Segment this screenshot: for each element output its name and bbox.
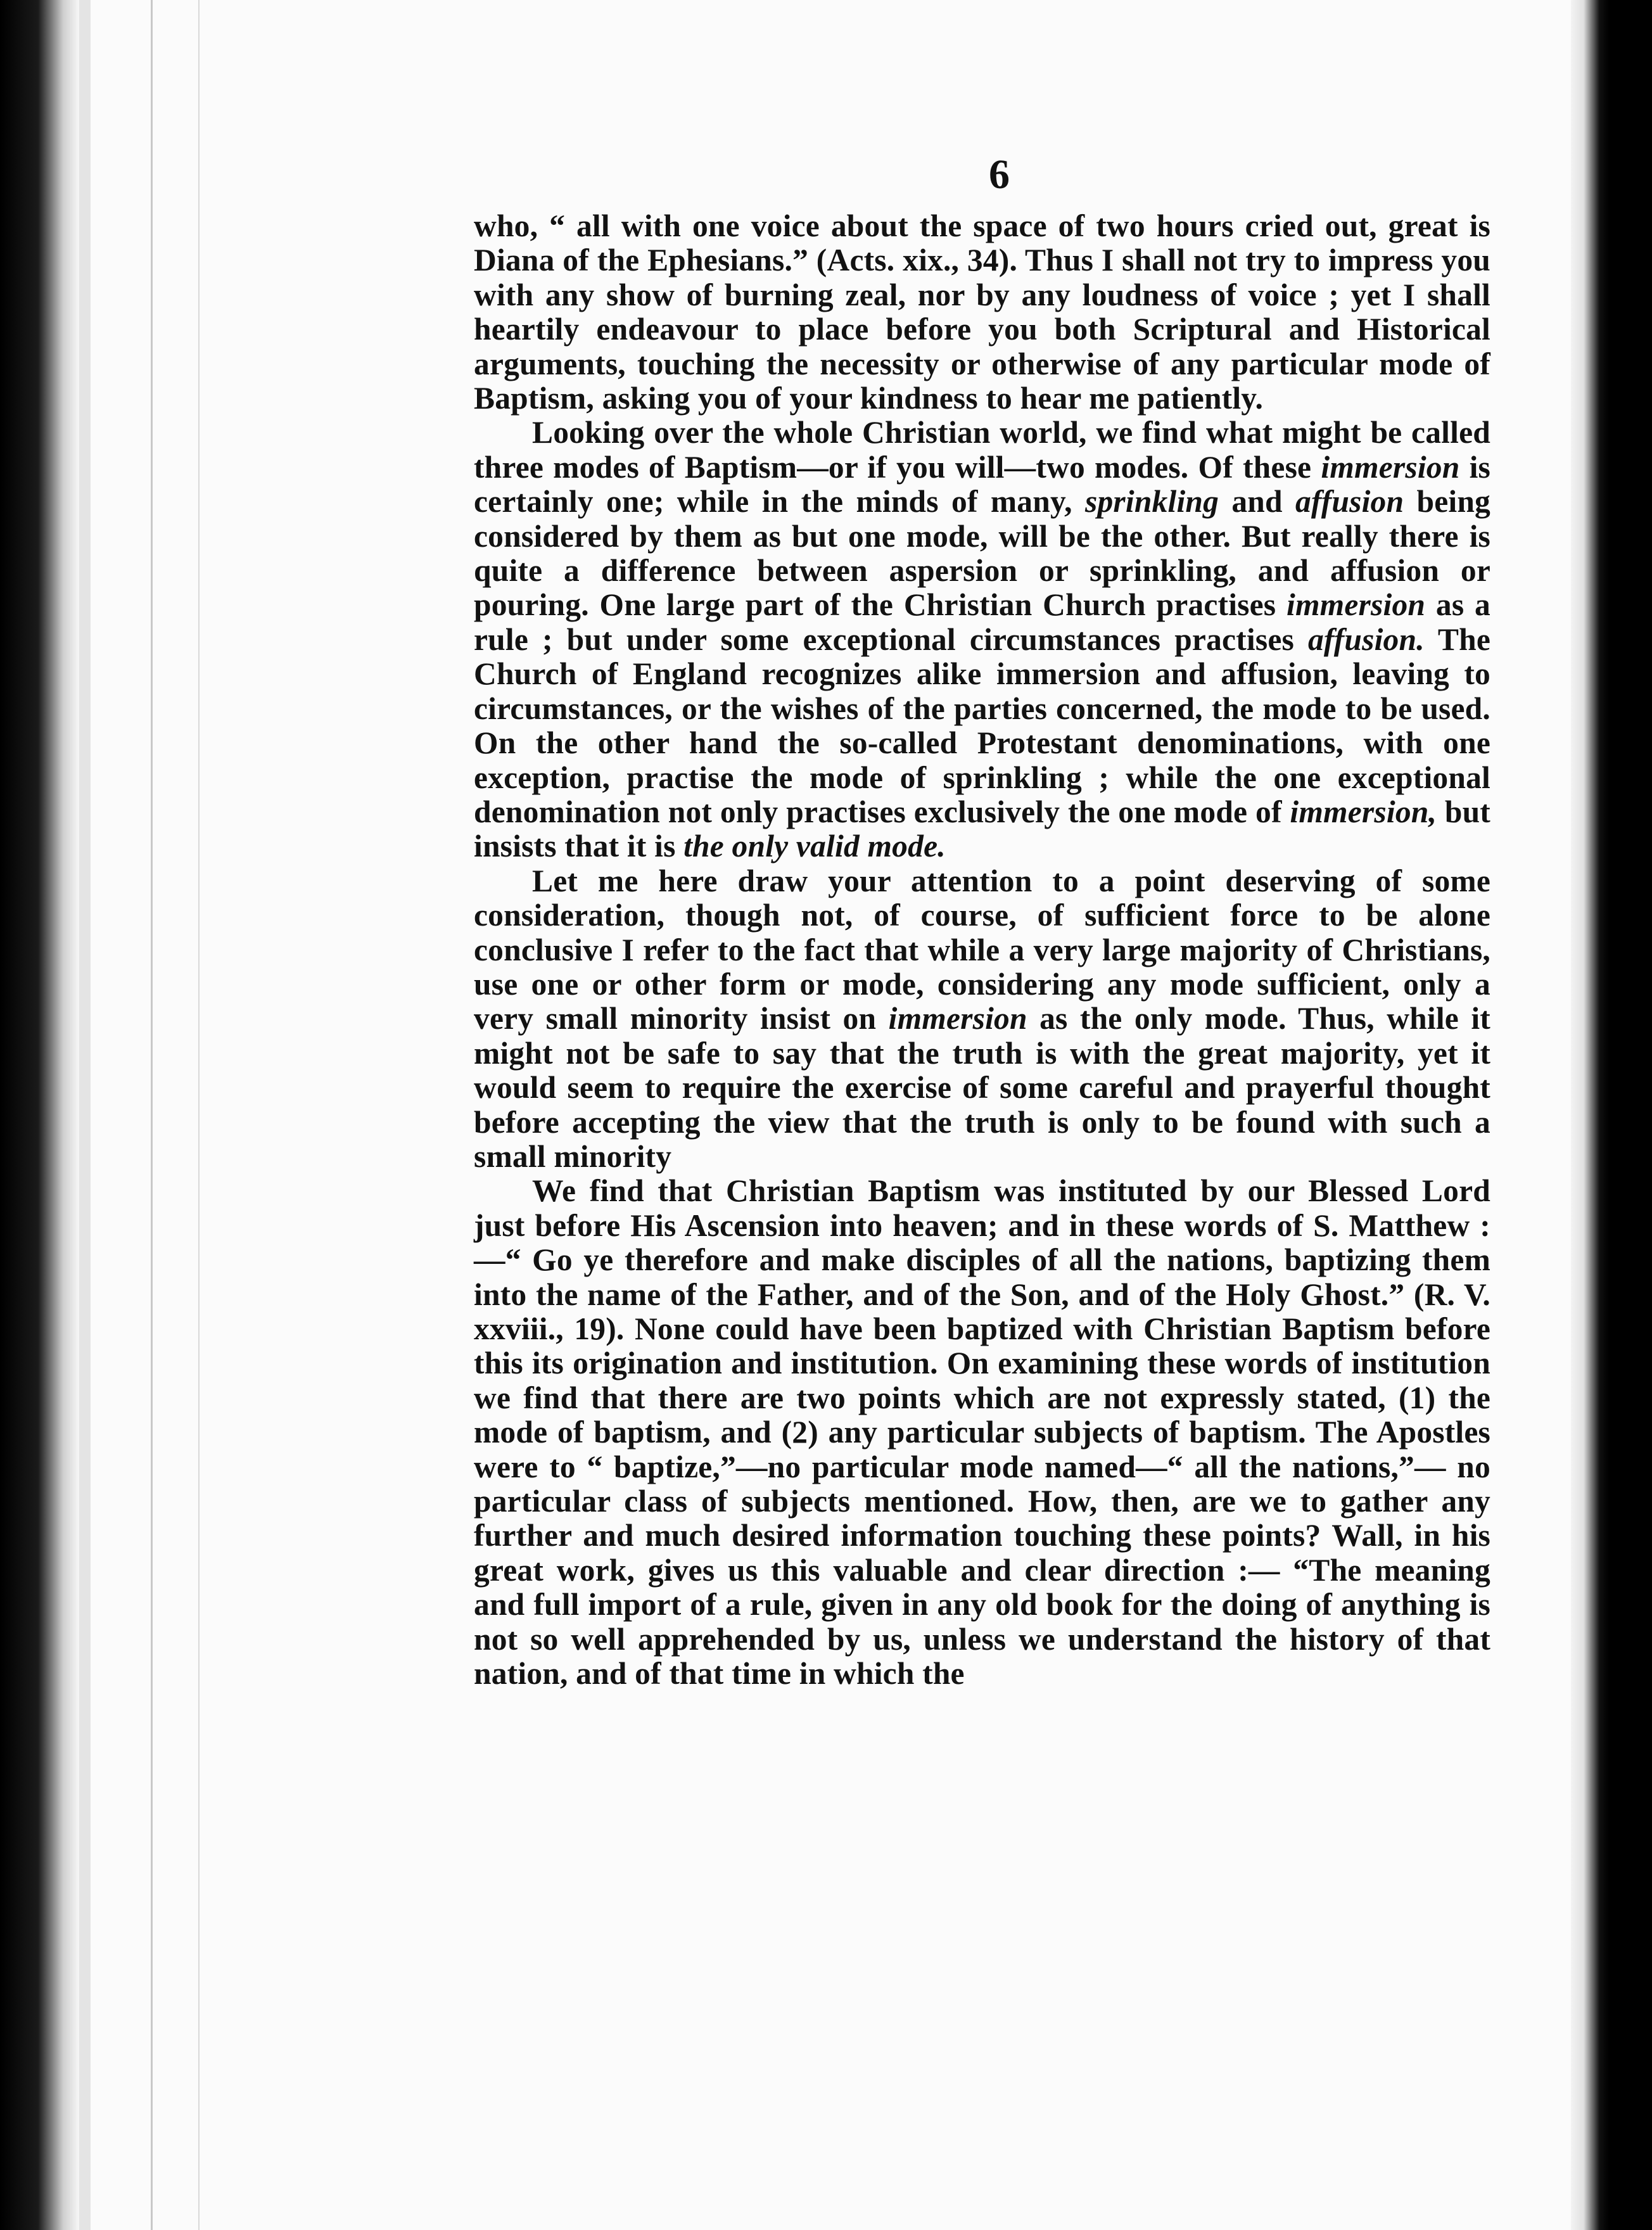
- text-run: Let me here draw your attention to a point deserving of some consideration, though not, of course, of sufficient force to be alone conclusive I refer to the fact that while a very large majority of Christians, use one or other form or mode, considering any mode sufficient, only a very small minority insist on: [474, 863, 1490, 1036]
- italic-text-run: immersion: [1321, 449, 1460, 485]
- paragraph: [474, 416, 1490, 863]
- text-run: The Church of England recognizes alike immersion and affusion, leaving to circumstances, or the wishes of the parties concerned, the mode to be used. On the other hand the so-called Protestant denominations, with one exception, practise the mode of sprinkling ; while the one exceptional denomination not only practises exclusively the one mode of: [474, 621, 1490, 829]
- right-scan-edge: [1571, 0, 1652, 2230]
- italic-text-run: affusion.: [1307, 621, 1425, 657]
- paragraph: [474, 209, 1490, 416]
- paragraph: [474, 864, 1490, 1175]
- text-run: as a rule ; but under some exceptional circumstances practises: [474, 587, 1490, 657]
- text-run: We find that Christian Baptism was instituted by our Blessed Lord just before His Ascension into heaven; and in these words of S. Matthew :—“ Go ye therefore and make disciples of all the nations, baptizing them into the name of the Father, and of the Son, and of the Holy Ghost.” (R. V. xxviii., 19). None could have been baptized with Christian Baptism before this its origination and institution. On examining these words of institution we find that there are two points which are not expressly stated, (1) the mode of baptism, and (2) any particular subjects of baptism. The Apostles were to “ baptize,”—no particular mode named—“ all the nations,”— no particular class of subjects mentioned. How, then, are we to gather any further and much desired information touching these points? Wall, in his great work, gives us this valuable and clear direction :— “The meaning and full import of a rule, given in any old book for the doing of anything is not so well apprehended by us, unless we understand the history of that nation, and of that time in which the: [474, 1173, 1490, 1692]
- italic-text-run: immersion,: [1290, 794, 1437, 829]
- left-scan-edge: [0, 0, 79, 2230]
- paragraph: [474, 1174, 1490, 1691]
- text-run: and: [1219, 484, 1295, 519]
- page-fold-line: [151, 0, 153, 2230]
- book-page: [79, 0, 1584, 2230]
- italic-text-run: immersion: [888, 1001, 1027, 1036]
- italic-text-run: affusion: [1295, 484, 1404, 519]
- italic-text-run: the only valid mode.: [683, 829, 946, 864]
- text-run: but insists that it is: [474, 794, 1490, 864]
- page-fold-line: [198, 0, 200, 2230]
- body-text: [474, 209, 1490, 1691]
- text-run: Looking over the whole Christian world, we find what might be called three modes of Baptism—or if you will—two modes. Of these: [474, 415, 1490, 485]
- text-run: who, “ all with one voice about the space of two hours cried out, great is Diana of the Ephesians.” (Acts. xix., 34). Thus I shall not try to impress you with any show of burning zeal, nor by any loudness of voice ; yet I shall heartily endeavour to place before you both Scriptural and Historical arguments, touching the necessity or otherwise of any particular mode of Baptism, asking you of your kindness to hear me patiently.: [474, 208, 1490, 416]
- text-run: being considered by them as but one mode, will be the other. But really there is quite a difference between aspersion or sprinkling, and affusion or pouring. One large part of the Christian Church practises: [474, 484, 1490, 623]
- italic-text-run: sprinkling: [1085, 484, 1219, 519]
- text-run: as the only mode. Thus, while it might not be safe to say that the truth is with the great majority, yet it would seem to require the exercise of some careful and prayerful thought before accepting the view that the truth is only to be found with such a small minority: [474, 1001, 1490, 1174]
- page-number: 6: [989, 151, 1010, 198]
- italic-text-run: immersion: [1287, 587, 1426, 623]
- text-run: is certainly one; while in the minds of many,: [474, 449, 1490, 519]
